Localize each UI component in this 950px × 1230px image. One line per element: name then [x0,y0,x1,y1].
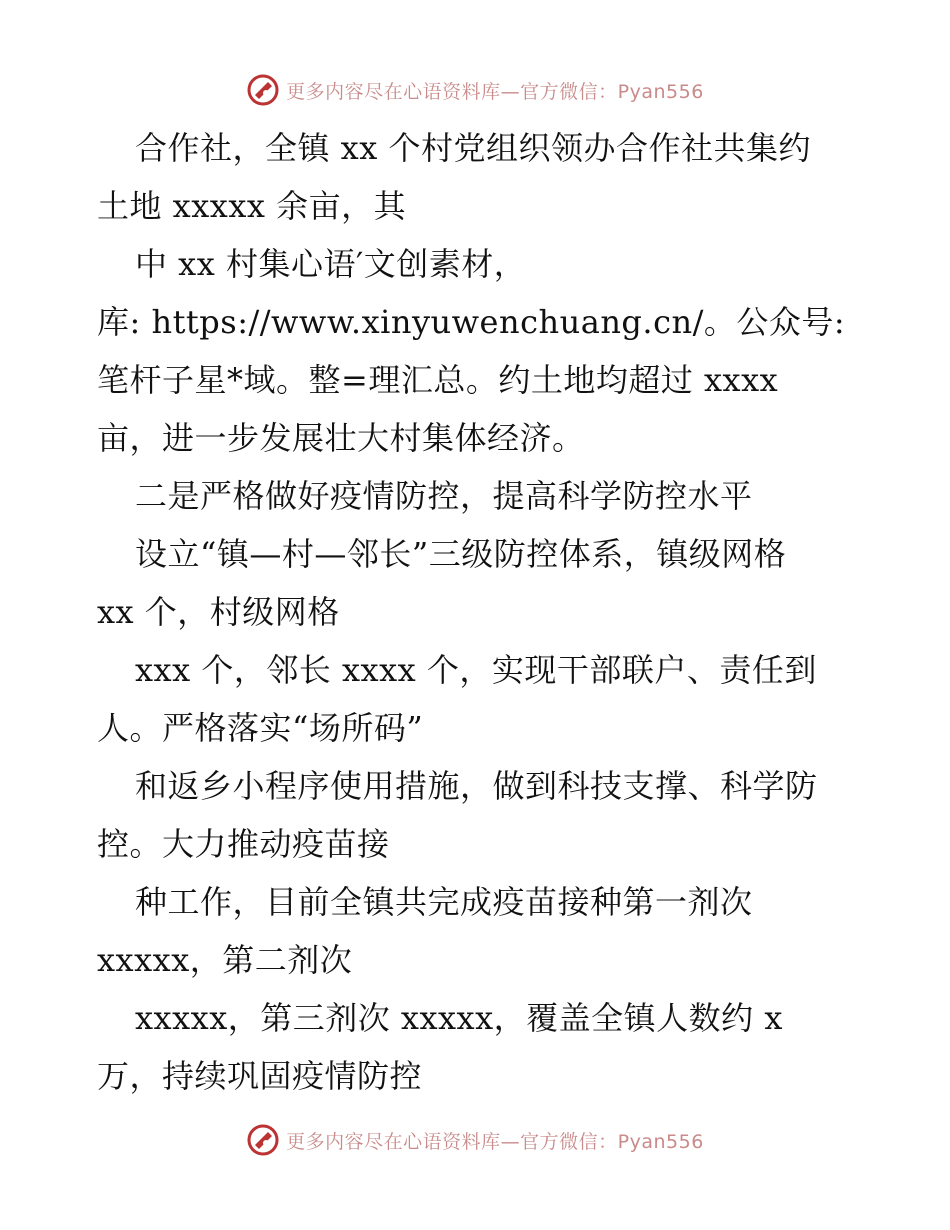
body-line: 库: https://www.xinyuwenchuang.cn/。公众号: [97,303,846,341]
body-line: xx 个，村级网格 [97,593,340,631]
body-line: xxxxx，第三剂次 xxxxx，覆盖全镇人数约 x [135,999,783,1037]
body-line: 人。严格落实“场所码” [97,709,424,747]
header-banner-text: 更多内容尽在心语资料库—官方微信：Pyan556 [286,80,704,103]
body-line: 土地 xxxxx 余亩，其 [97,187,407,225]
body-line: 设立“镇—村—邻长”三级防控体系，镇级网格 [135,535,787,573]
header-banner [0,70,950,110]
body-line: xxx 个，邻长 xxxx 个，实现干部联户、责任到 [135,651,817,689]
body-line: xxxxx，第二剂次 [97,941,353,979]
body-line: 笔杆子星*域。整=理汇总。约土地均超过 xxxx [97,361,779,399]
body-line: 亩，进一步发展壮大村集体经济。 [97,419,585,457]
body-line: 二是严格做好疫情防控，提高科学防控水平 [135,477,753,515]
xinyu-logo-icon [246,1123,280,1157]
body-line: 万，持续巩固疫情防控 [97,1057,423,1095]
body-line: 种工作，目前全镇共完成疫苗接种第一剂次 [135,883,753,921]
body-line: 控。大力推动疫苗接 [97,825,390,863]
body-line: 和返乡小程序使用措施，做到科技支撑、科学防 [135,767,818,805]
footer-banner-text: 更多内容尽在心语资料库—官方微信：Pyan556 [286,1130,704,1153]
xinyu-logo-icon [246,73,280,107]
footer-banner [0,1120,950,1160]
body-line: 合作社，全镇 xx 个村党组织领办合作社共集约 [135,129,811,167]
body-line: 中 xx 村集心语′文创素材， [135,245,527,283]
